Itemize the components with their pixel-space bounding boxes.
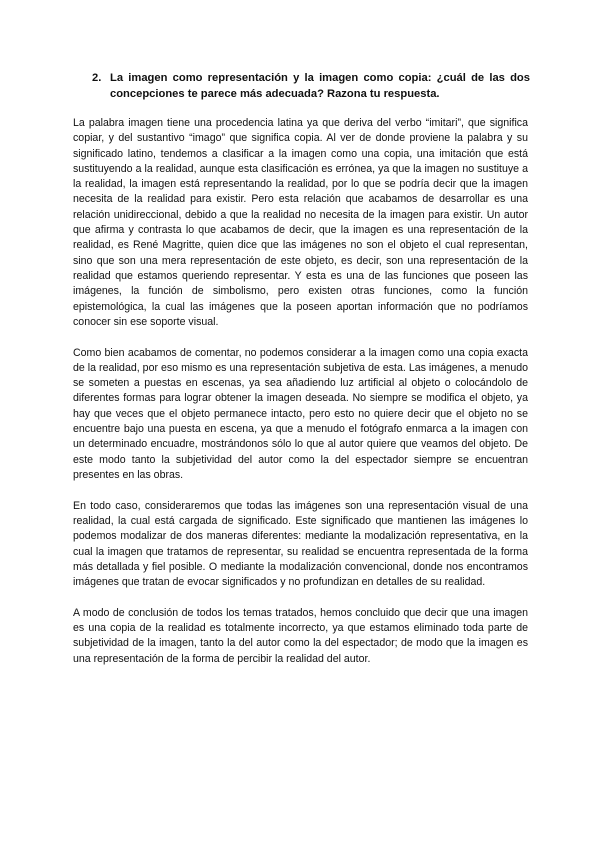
question-text: La imagen como representación y la imagen como copia: ¿cuál de las dos concepciones te parece más adecuada? Razona tu respuesta. [110,72,530,100]
answer-body [73,116,528,682]
paragraph-modalization: En todo caso, consideraremos que todas las imágenes son una representación visual de una realidad, la cual está cargada de significado. Este significado que mantienen las imágenes lo podemos modalizar de dos maneras diferentes: mediante la modalización representativa, en la cual la imagen que tratamos de representar, su realidad se encuentra representada de la forma más detallada y fiel posible. O mediante la modalización convencional, donde nos encontramos imágenes que tratan de evocar significados y no profundizan en detalles de su realidad. [73,499,528,589]
paragraph-conclusion: A modo de conclusión de todos los temas tratados, hemos concluido que decir que una imagen es una copia de la realidad es totalmente incorrecto, ya que estamos eliminado toda parte de subjetividad de la imagen, tanto la del autor como la del espectador; de modo que la imagen es una representación de la forma de percibir la realidad del autor. [73,606,528,665]
question-heading [92,70,530,102]
paragraph-introduction: La palabra imagen tiene una procedencia latina ya que deriva del verbo “imitari”, que significa copiar, y del sustantivo “imago” que significa copia. Al ver de donde proviene la palabra y su significado latino, tendemos a clasificar a la imagen como una copia, una imitación que está sustituyendo a la realidad, aunque esta clasificación es errónea, ya que la imagen no sustituye a la realidad, la imagen está representando la realidad, por lo que se podría decir que la imagen necesita de la realidad para existir. Pero esta relación que acabamos de desarrollar es una relación unidireccional, debido a que la realidad no necesita de la imagen para existir. Un autor que afirma y contrasta lo que acabamos de decir, que la imagen es una representación de la realidad, es René Magritte, quien dice que las imágenes no son el objeto el cual representan, sino que son una mera representación de este objeto, es decir, son una representación de la realidad que estamos queriendo representar. Y esta es una de las funciones que poseen las imágenes, la función de simbolismo, pero existen otras funciones, como la función epistemológica, la cual las imágenes que la poseen aportan información que no podríamos conocer sin ese soporte visual. [73,117,528,328]
question-number: 2. [92,72,102,84]
paragraph-subjectivity: Como bien acabamos de comentar, no podemos considerar a la imagen como una copia exacta de la realidad, por eso mismo es una representación subjetiva de esta. Las imágenes, a menudo se someten a puestas en escenas, ya sea añadiendo luz artificial al objeto o colocándolo de diferentes formas para lograr obtener la imagen deseada. No siempre se modifica el objeto, ya hay que veces que el objeto permanece intacto, pero esto no quiere decir que el objeto no se encuentre bajo una puesta en escena, ya que a menudo el fotógrafo enmarca a la imagen con un determinado encuadre, mostrándonos sólo lo que al autor quiere que veamos del objeto. De este modo tanto la subjetividad del autor como la del espectador siempre se encuentran presentes en las obras. [73,346,528,481]
